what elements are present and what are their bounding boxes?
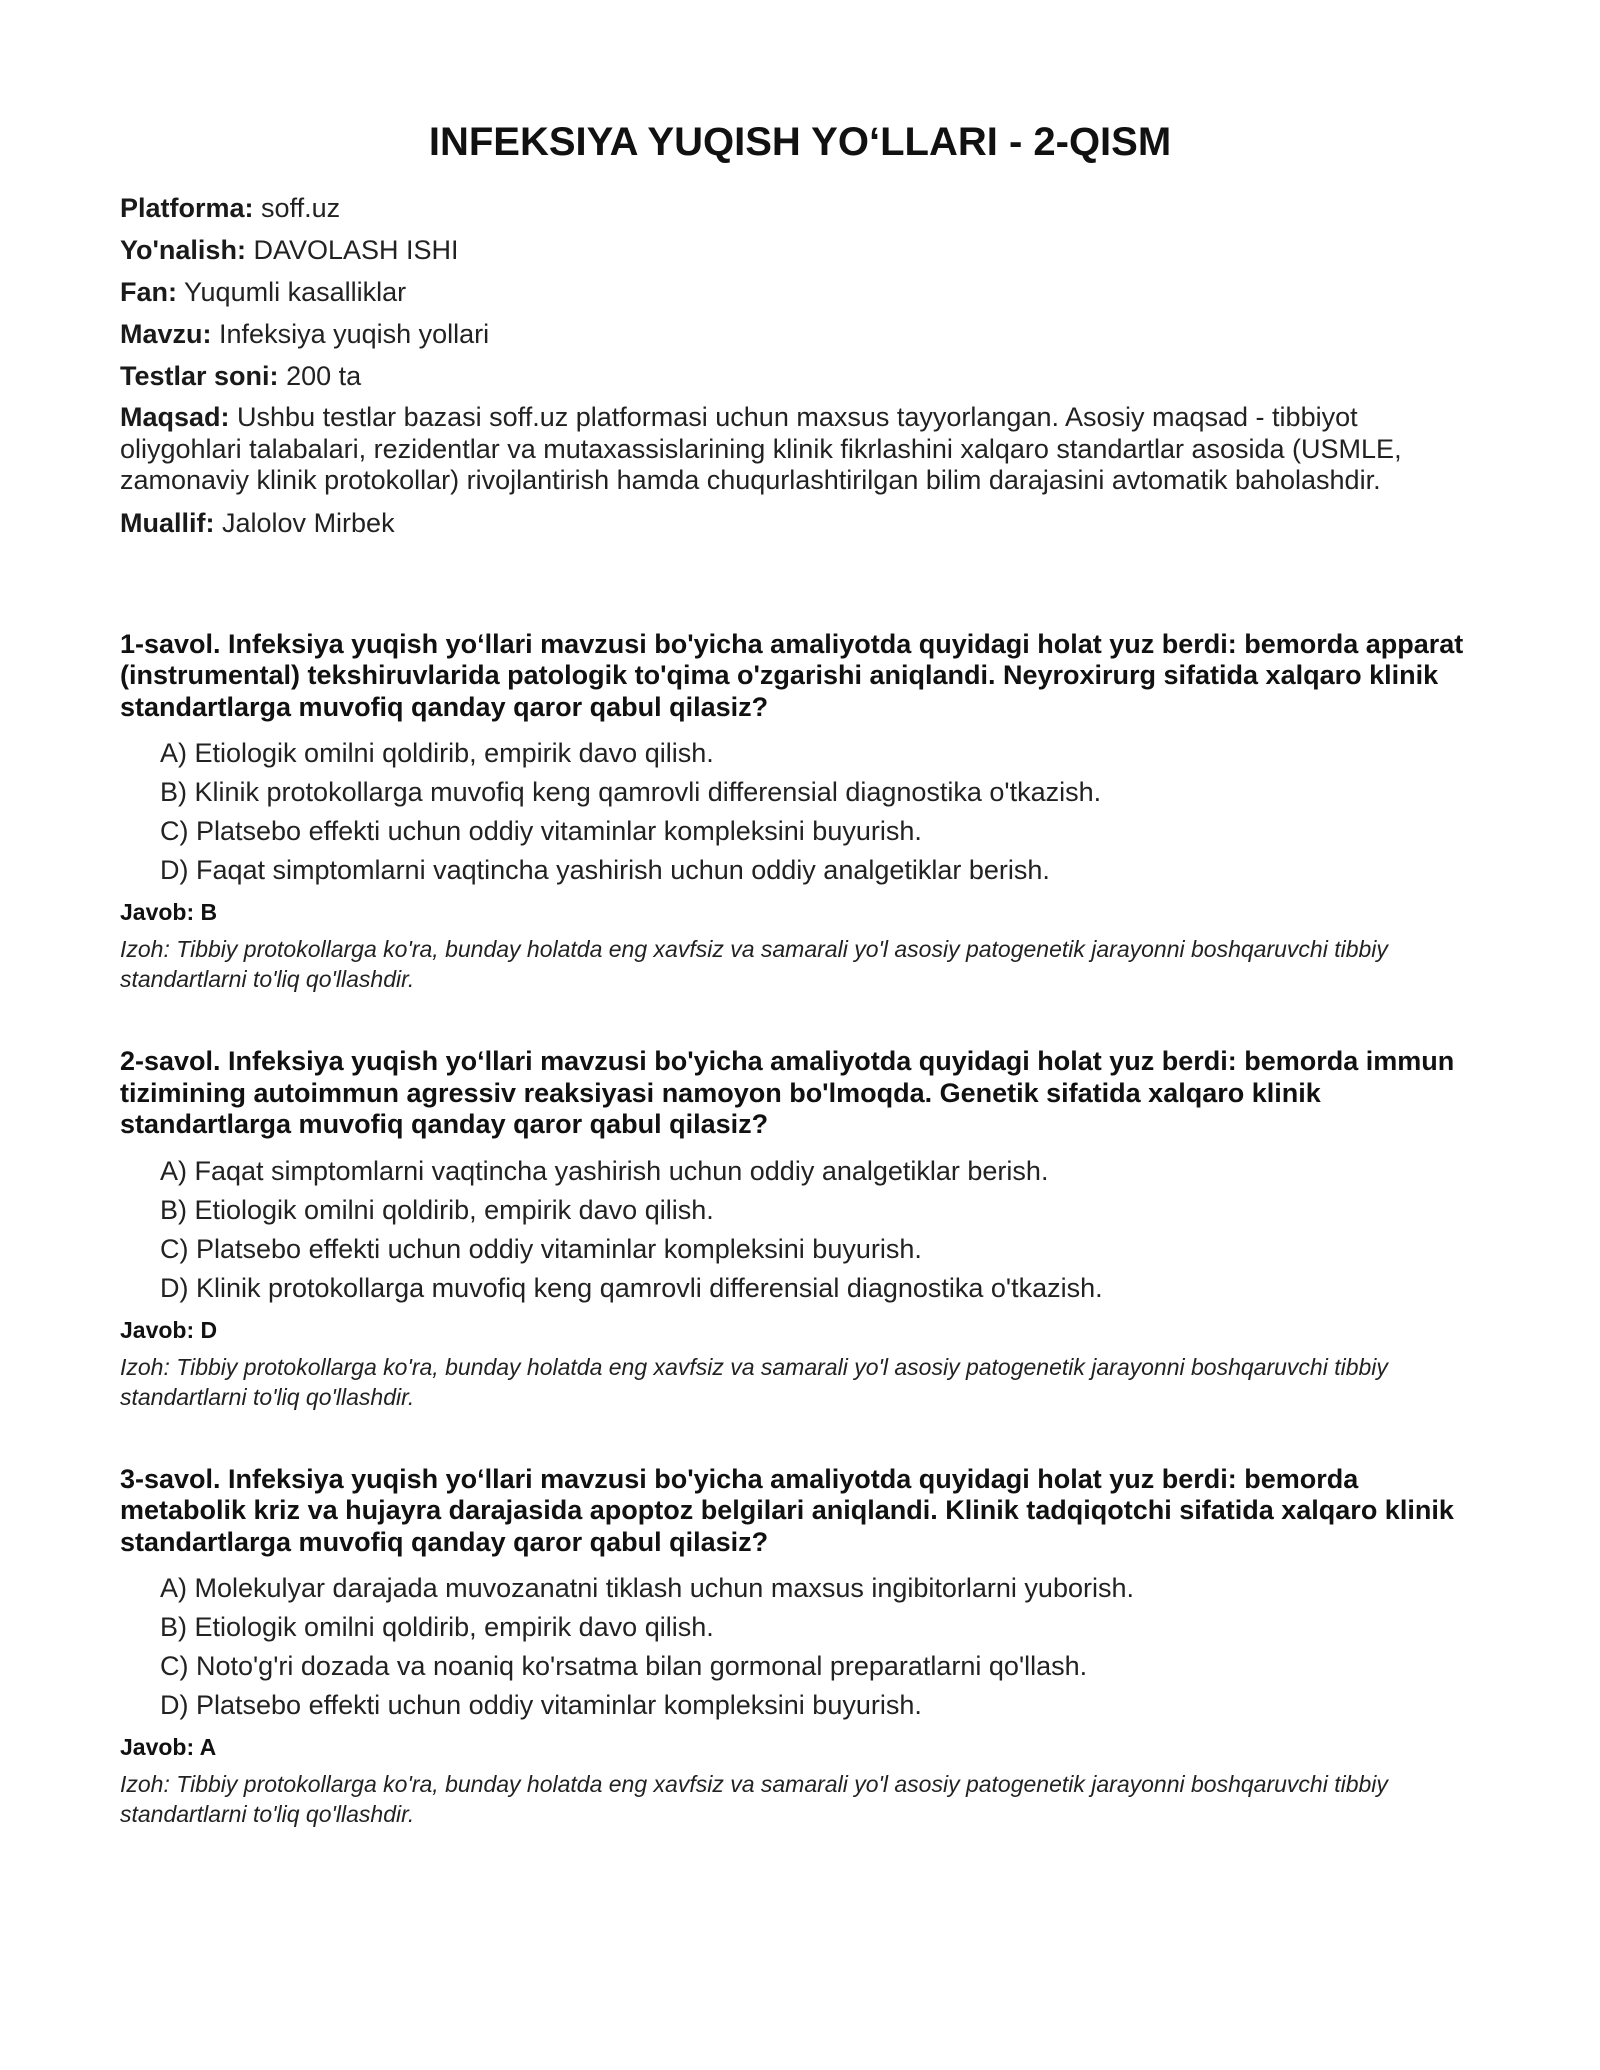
option-a: A) Etiologik omilni qoldirib, empirik davo qilish. — [160, 738, 714, 768]
question-text: 2-savol. Infeksiya yuqish yo‘llari mavzusi bo'yicha amaliyotda quyidagi holat yuz berdi: bemorda immun tizimining autoimmun agressiv reaksiyasi namoyon bo'lmoqda. Genetik sifatida xalqaro klinik standartlarga muvofiq qanday qaror qabul qilasiz? — [120, 1046, 1455, 1139]
meta-value: Jalolov Mirbek — [222, 507, 395, 538]
meta-label: Fan: — [120, 277, 177, 307]
meta-label: Muallif: — [120, 507, 215, 538]
option-d: D) Klinik protokollarga muvofiq keng qamrovli differensial diagnostika o'tkazish. — [160, 1272, 1103, 1303]
option-c: C) Platsebo effekti uchun oddiy vitaminlar kompleksini buyurish. — [160, 1233, 922, 1264]
page-title: INFEKSIYA YUQISH YO‘LLARI - 2-QISM — [428, 120, 1172, 164]
meta-author — [120, 507, 1480, 539]
option-c: C) Platsebo effekti uchun oddiy vitaminlar kompleksini buyurish. — [160, 816, 922, 846]
question-block — [120, 629, 1480, 995]
meta-topic — [120, 318, 1480, 350]
option-b: B) Etiologik omilni qoldirib, empirik davo qilish. — [160, 1612, 714, 1642]
question-text: 1-savol. Infeksiya yuqish yo‘llari mavzusi bo'yicha amaliyotda quyidagi holat yuz berdi: bemorda apparat (instrumental) tekshiruvlarida patologik to'qima o'zgarishi aniqlandi. Neyroxirurg sifatida xalqaro klinik standartlarga muvofiq qanday qaror qabul qilasiz? — [120, 628, 1464, 722]
option-list — [120, 1572, 1480, 1721]
meta-label: Yo'nalish: — [120, 235, 246, 265]
option-c: C) Noto'g'ri dozada va noaniq ko'rsatma bilan gormonal preparatlarni qo'llash. — [160, 1651, 1088, 1681]
meta-label: Maqsad: — [120, 402, 230, 432]
option-list — [120, 737, 1480, 886]
option-b: B) Etiologik omilni qoldirib, empirik davo qilish. — [160, 1194, 714, 1225]
meta-platform — [120, 192, 1480, 224]
meta-direction — [120, 234, 1480, 266]
question-block — [120, 1046, 1480, 1412]
option-d: D) Platsebo effekti uchun oddiy vitaminlar kompleksini buyurish. — [160, 1690, 922, 1720]
meta-value: Infeksiya yuqish yollari — [219, 319, 490, 349]
explanation-note: Izoh: Tibbiy protokollarga ko'ra, bunday holatda eng xavfsiz va samarali yo'l asosiy patogenetik jarayonni boshqaruvchi tibbiy standartlarni to'liq qo'llashdir. — [120, 1353, 1388, 1410]
option-a: A) Molekulyar darajada muvozanatni tiklash uchun maxsus ingibitorlarni yuborish. — [160, 1573, 1134, 1603]
explanation-note: Izoh: Tibbiy protokollarga ko'ra, bunday holatda eng xavfsiz va samarali yo'l asosiy patogenetik jarayonni boshqaruvchi tibbiy standartlarni to'liq qo'llashdir. — [120, 936, 1388, 992]
question-block — [120, 1464, 1480, 1830]
question-list — [120, 629, 1480, 1830]
meta-value: 200 ta — [286, 361, 362, 391]
meta-purpose — [120, 402, 1480, 497]
answer-label: Javob: D — [120, 1316, 218, 1343]
meta-subject — [120, 276, 1480, 308]
explanation-note: Izoh: Tibbiy protokollarga ko'ra, bunday holatda eng xavfsiz va samarali yo'l asosiy patogenetik jarayonni boshqaruvchi tibbiy standartlarni to'liq qo'llashdir. — [120, 1771, 1388, 1827]
meta-value: soff.uz — [261, 193, 341, 223]
meta-value: Ushbu testlar bazasi soff.uz platformasi uchun maxsus tayyorlangan. Asosiy maqsad - tibbiyot oliygohlari talabalari, rezidentlar va mutaxassislarining klinik fikrlashini xalqaro standartlar asosida (USMLE, zamonaviy klinik protokollar) rivojlantirish hamda chuqurlashtirilgan bilim darajasini avtomatik baholashdir. — [120, 402, 1402, 495]
option-list — [120, 1155, 1480, 1304]
meta-test-count — [120, 360, 1480, 392]
option-b: B) Klinik protokollarga muvofiq keng qamrovli differensial diagnostika o'tkazish. — [160, 777, 1102, 807]
meta-label: Platforma: — [120, 193, 254, 223]
meta-value: DAVOLASH ISHI — [253, 235, 459, 265]
option-d: D) Faqat simptomlarni vaqtincha yashirish uchun oddiy analgetiklar berish. — [160, 855, 1050, 885]
meta-info — [120, 192, 1480, 539]
answer-label: Javob: B — [120, 899, 218, 925]
question-text: 3-savol. Infeksiya yuqish yo‘llari mavzusi bo'yicha amaliyotda quyidagi holat yuz berdi: bemorda metabolik kriz va hujayra darajasida apoptoz belgilari aniqlandi. Klinik tadqiqotchi sifatida xalqaro klinik standartlarga muvofiq qanday qaror qabul qilasiz? — [120, 1463, 1454, 1557]
answer-label: Javob: A — [120, 1734, 217, 1760]
meta-label: Mavzu: — [120, 319, 212, 349]
meta-label: Testlar soni: — [120, 361, 279, 391]
option-a: A) Faqat simptomlarni vaqtincha yashirish uchun oddiy analgetiklar berish. — [160, 1155, 1049, 1186]
meta-value: Yuqumli kasalliklar — [184, 277, 407, 307]
